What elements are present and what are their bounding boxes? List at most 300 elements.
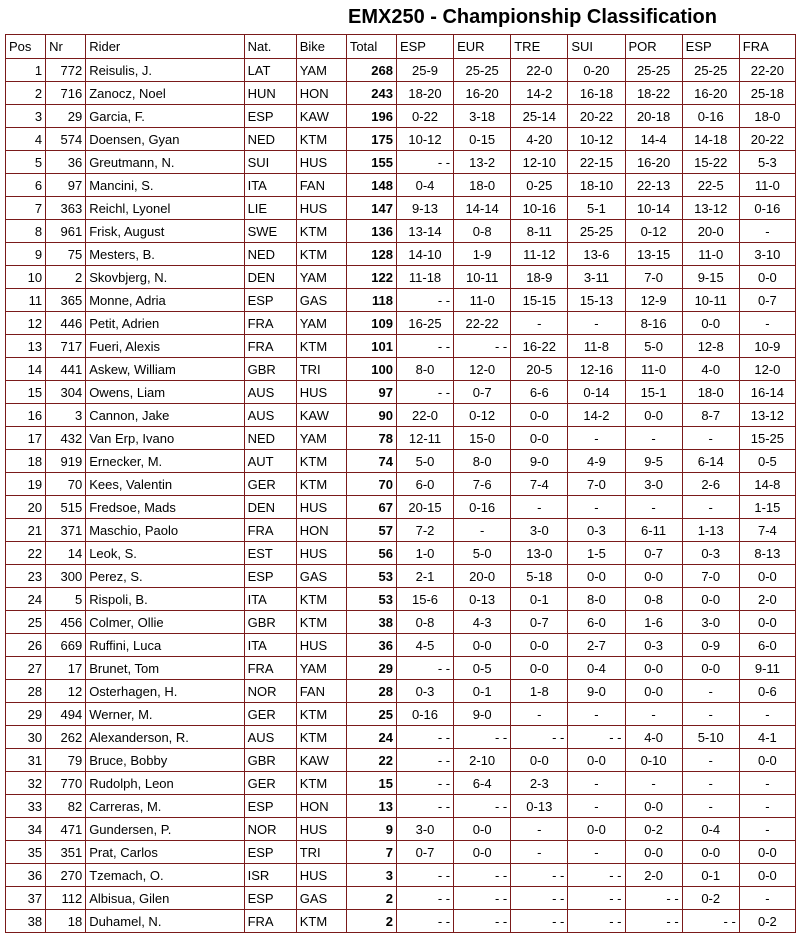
table-row — [6, 703, 796, 726]
cell-round-score: 0-0 — [625, 657, 682, 680]
cell-round-score: 0-7 — [625, 542, 682, 565]
table-row — [6, 289, 796, 312]
cell-round-score: 0-7 — [454, 381, 511, 404]
cell-round-score: 11-0 — [454, 289, 511, 312]
cell-nr: 772 — [46, 59, 86, 82]
cell-round-score: - — [682, 680, 739, 703]
cell-round-score: 16-25 — [396, 312, 453, 335]
cell-round-score: 1-6 — [625, 611, 682, 634]
cell-round-score: 0-16 — [682, 105, 739, 128]
table-row — [6, 887, 796, 910]
table-row — [6, 450, 796, 473]
cell-pos: 12 — [6, 312, 46, 335]
cell-round-score: 11-12 — [511, 243, 568, 266]
cell-round-score: 7-0 — [682, 565, 739, 588]
cell-round-score: 5-10 — [682, 726, 739, 749]
cell-nat: ITA — [244, 588, 296, 611]
cell-round-score: 18-22 — [625, 82, 682, 105]
cell-round-score: 8-7 — [682, 404, 739, 427]
cell-round-score: 12-8 — [682, 335, 739, 358]
cell-round-score: 13-14 — [396, 220, 453, 243]
col-header-round-6: ESP — [682, 35, 739, 59]
table-row — [6, 243, 796, 266]
cell-rider: Mancini, S. — [86, 174, 244, 197]
table-row — [6, 565, 796, 588]
cell-round-score: 0-16 — [739, 197, 795, 220]
cell-rider: Fueri, Alexis — [86, 335, 244, 358]
cell-nr: 17 — [46, 657, 86, 680]
cell-pos: 30 — [6, 726, 46, 749]
cell-nat: ESP — [244, 289, 296, 312]
cell-bike: HON — [296, 519, 346, 542]
cell-round-score: - — [739, 772, 795, 795]
cell-rider: Doensen, Gyan — [86, 128, 244, 151]
cell-bike: HUS — [296, 864, 346, 887]
cell-nat: GER — [244, 703, 296, 726]
cell-nat: LIE — [244, 197, 296, 220]
cell-nat: NED — [244, 427, 296, 450]
cell-round-score: 13-12 — [682, 197, 739, 220]
table-row — [6, 542, 796, 565]
cell-total: 148 — [346, 174, 396, 197]
cell-round-score: 5-1 — [568, 197, 625, 220]
cell-round-score: 22-15 — [568, 151, 625, 174]
cell-round-score: 11-8 — [568, 335, 625, 358]
cell-bike: KTM — [296, 450, 346, 473]
cell-round-score: 0-7 — [739, 289, 795, 312]
col-header-bike: Bike — [296, 35, 346, 59]
cell-round-score: 0-0 — [739, 565, 795, 588]
cell-nat: DEN — [244, 266, 296, 289]
cell-round-score: 0-12 — [454, 404, 511, 427]
cell-round-score: 8-16 — [625, 312, 682, 335]
cell-round-score: - — [454, 519, 511, 542]
cell-bike: KAW — [296, 404, 346, 427]
cell-total: 101 — [346, 335, 396, 358]
cell-round-score: 0-0 — [454, 818, 511, 841]
cell-total: 78 — [346, 427, 396, 450]
cell-nr: 70 — [46, 473, 86, 496]
cell-bike: YAM — [296, 427, 346, 450]
cell-bike: KTM — [296, 243, 346, 266]
cell-bike: HON — [296, 795, 346, 818]
cell-nat: SWE — [244, 220, 296, 243]
cell-round-score: 25-9 — [396, 59, 453, 82]
cell-nat: GER — [244, 473, 296, 496]
cell-pos: 15 — [6, 381, 46, 404]
cell-round-score: - - — [396, 749, 453, 772]
cell-bike: GAS — [296, 887, 346, 910]
col-header-round-7: FRA — [739, 35, 795, 59]
cell-round-score: - — [625, 427, 682, 450]
cell-round-score: 2-6 — [682, 473, 739, 496]
cell-nr: 515 — [46, 496, 86, 519]
cell-round-score: 5-0 — [454, 542, 511, 565]
cell-round-score: 3-0 — [625, 473, 682, 496]
cell-pos: 17 — [6, 427, 46, 450]
cell-nr: 446 — [46, 312, 86, 335]
table-row — [6, 841, 796, 864]
cell-nr: 432 — [46, 427, 86, 450]
cell-round-score: 12-9 — [625, 289, 682, 312]
cell-rider: Ruffini, Luca — [86, 634, 244, 657]
cell-nr: 363 — [46, 197, 86, 220]
table-row — [6, 427, 796, 450]
cell-pos: 28 — [6, 680, 46, 703]
cell-nat: ESP — [244, 795, 296, 818]
cell-rider: Frisk, August — [86, 220, 244, 243]
cell-round-score: - - — [396, 381, 453, 404]
col-header-pos: Pos — [6, 35, 46, 59]
table-row — [6, 611, 796, 634]
cell-total: 2 — [346, 887, 396, 910]
cell-round-score: 0-3 — [682, 542, 739, 565]
cell-rider: Brunet, Tom — [86, 657, 244, 680]
cell-round-score: - - — [568, 910, 625, 933]
table-row — [6, 795, 796, 818]
cell-round-score: 13-15 — [625, 243, 682, 266]
cell-round-score: - — [568, 427, 625, 450]
cell-bike: YAM — [296, 266, 346, 289]
cell-rider: Fredsoe, Mads — [86, 496, 244, 519]
cell-round-score: - - — [454, 335, 511, 358]
cell-round-score: 0-4 — [568, 657, 625, 680]
cell-round-score: 8-0 — [454, 450, 511, 473]
cell-total: 70 — [346, 473, 396, 496]
cell-round-score: 7-0 — [625, 266, 682, 289]
cell-nr: 716 — [46, 82, 86, 105]
cell-nr: 79 — [46, 749, 86, 772]
cell-round-score: 0-0 — [511, 749, 568, 772]
cell-round-score: 0-1 — [682, 864, 739, 887]
cell-rider: Leok, S. — [86, 542, 244, 565]
cell-nat: AUS — [244, 381, 296, 404]
cell-round-score: 14-18 — [682, 128, 739, 151]
cell-round-score: 12-0 — [454, 358, 511, 381]
cell-nr: 3 — [46, 404, 86, 427]
cell-total: 38 — [346, 611, 396, 634]
cell-round-score: 0-8 — [454, 220, 511, 243]
page-title — [0, 4, 800, 30]
cell-round-score: 6-11 — [625, 519, 682, 542]
cell-round-score: 16-20 — [682, 82, 739, 105]
cell-nat: ESP — [244, 887, 296, 910]
cell-round-score: 25-18 — [739, 82, 795, 105]
cell-round-score: 20-22 — [739, 128, 795, 151]
cell-round-score: 10-12 — [568, 128, 625, 151]
cell-round-score: 12-0 — [739, 358, 795, 381]
cell-pos: 4 — [6, 128, 46, 151]
cell-round-score: 9-13 — [396, 197, 453, 220]
cell-round-score: 12-10 — [511, 151, 568, 174]
cell-pos: 2 — [6, 82, 46, 105]
cell-round-score: 0-25 — [511, 174, 568, 197]
cell-round-score: 25-25 — [682, 59, 739, 82]
cell-round-score: 11-0 — [739, 174, 795, 197]
cell-round-score: 1-9 — [454, 243, 511, 266]
cell-total: 28 — [346, 680, 396, 703]
col-header-total: Total — [346, 35, 396, 59]
cell-nr: 14 — [46, 542, 86, 565]
table-row — [6, 197, 796, 220]
cell-bike: KAW — [296, 749, 346, 772]
cell-rider: Petit, Adrien — [86, 312, 244, 335]
cell-round-score: - - — [625, 887, 682, 910]
cell-round-score: 0-0 — [625, 565, 682, 588]
cell-pos: 16 — [6, 404, 46, 427]
cell-total: 57 — [346, 519, 396, 542]
cell-pos: 22 — [6, 542, 46, 565]
cell-pos: 37 — [6, 887, 46, 910]
cell-total: 25 — [346, 703, 396, 726]
cell-pos: 36 — [6, 864, 46, 887]
cell-round-score: 0-2 — [625, 818, 682, 841]
cell-total: 122 — [346, 266, 396, 289]
cell-pos: 5 — [6, 151, 46, 174]
cell-round-score: 1-8 — [511, 680, 568, 703]
cell-total: 2 — [346, 910, 396, 933]
cell-total: 22 — [346, 749, 396, 772]
cell-nat: EST — [244, 542, 296, 565]
cell-total: 118 — [346, 289, 396, 312]
cell-pos: 21 — [6, 519, 46, 542]
cell-round-score: 10-16 — [511, 197, 568, 220]
cell-round-score: - - — [454, 910, 511, 933]
cell-round-score: 2-1 — [396, 565, 453, 588]
cell-total: 109 — [346, 312, 396, 335]
classification-table — [5, 34, 796, 933]
table-header-row — [6, 35, 796, 59]
cell-round-score: 13-0 — [511, 542, 568, 565]
cell-round-score: - — [682, 749, 739, 772]
cell-nr: 18 — [46, 910, 86, 933]
cell-round-score: 0-13 — [454, 588, 511, 611]
cell-round-score: 14-2 — [511, 82, 568, 105]
cell-round-score: 15-13 — [568, 289, 625, 312]
cell-bike: HUS — [296, 381, 346, 404]
cell-round-score: 11-18 — [396, 266, 453, 289]
cell-round-score: 5-3 — [739, 151, 795, 174]
cell-round-score: - - — [682, 910, 739, 933]
cell-round-score: - — [625, 496, 682, 519]
cell-round-score: 0-20 — [568, 59, 625, 82]
cell-nat: ITA — [244, 634, 296, 657]
cell-round-score: - — [682, 795, 739, 818]
cell-nr: 97 — [46, 174, 86, 197]
cell-nr: 471 — [46, 818, 86, 841]
cell-nr: 919 — [46, 450, 86, 473]
cell-round-score: - — [568, 795, 625, 818]
table-row — [6, 680, 796, 703]
cell-bike: KTM — [296, 128, 346, 151]
cell-round-score: 15-6 — [396, 588, 453, 611]
cell-total: 268 — [346, 59, 396, 82]
table-row — [6, 151, 796, 174]
cell-round-score: 16-14 — [739, 381, 795, 404]
cell-total: 90 — [346, 404, 396, 427]
cell-round-score: - — [625, 703, 682, 726]
cell-total: 9 — [346, 818, 396, 841]
col-header-round-4: SUI — [568, 35, 625, 59]
cell-nat: ESP — [244, 841, 296, 864]
cell-bike: TRI — [296, 358, 346, 381]
cell-round-score: 5-0 — [625, 335, 682, 358]
cell-round-score: - - — [396, 864, 453, 887]
cell-pos: 10 — [6, 266, 46, 289]
cell-nr: 12 — [46, 680, 86, 703]
cell-total: 7 — [346, 841, 396, 864]
cell-round-score: - — [739, 312, 795, 335]
cell-round-score: - - — [511, 726, 568, 749]
cell-total: 128 — [346, 243, 396, 266]
cell-round-score: - - — [396, 795, 453, 818]
cell-total: 74 — [346, 450, 396, 473]
cell-rider: Maschio, Paolo — [86, 519, 244, 542]
cell-pos: 14 — [6, 358, 46, 381]
cell-round-score: - - — [568, 864, 625, 887]
cell-round-score: 0-6 — [739, 680, 795, 703]
cell-nr: 82 — [46, 795, 86, 818]
cell-round-score: 25-25 — [625, 59, 682, 82]
cell-nat: DEN — [244, 496, 296, 519]
cell-round-score: 0-1 — [454, 680, 511, 703]
col-header-rider: Rider — [86, 35, 244, 59]
cell-round-score: - — [739, 887, 795, 910]
table-row — [6, 312, 796, 335]
cell-bike: YAM — [296, 657, 346, 680]
cell-pos: 18 — [6, 450, 46, 473]
cell-round-score: 2-10 — [454, 749, 511, 772]
cell-round-score: - — [511, 703, 568, 726]
cell-round-score: 1-5 — [568, 542, 625, 565]
cell-pos: 31 — [6, 749, 46, 772]
cell-round-score: - - — [396, 289, 453, 312]
cell-round-score: - — [625, 772, 682, 795]
cell-round-score: 15-0 — [454, 427, 511, 450]
table-row — [6, 335, 796, 358]
cell-round-score: 14-2 — [568, 404, 625, 427]
table-row — [6, 772, 796, 795]
cell-round-score: 0-0 — [625, 404, 682, 427]
cell-round-score: 10-14 — [625, 197, 682, 220]
cell-pos: 26 — [6, 634, 46, 657]
cell-round-score: 7-4 — [739, 519, 795, 542]
cell-nat: GBR — [244, 749, 296, 772]
table-row — [6, 59, 796, 82]
cell-nat: AUS — [244, 726, 296, 749]
cell-pos: 8 — [6, 220, 46, 243]
cell-round-score: 2-0 — [739, 588, 795, 611]
cell-bike: GAS — [296, 565, 346, 588]
cell-nr: 371 — [46, 519, 86, 542]
cell-nat: FRA — [244, 910, 296, 933]
cell-round-score: 0-5 — [739, 450, 795, 473]
cell-round-score: - — [739, 220, 795, 243]
table-row — [6, 634, 796, 657]
cell-round-score: 6-4 — [454, 772, 511, 795]
cell-round-score: 6-14 — [682, 450, 739, 473]
cell-round-score: 18-0 — [739, 105, 795, 128]
cell-nr: 351 — [46, 841, 86, 864]
cell-round-score: 4-9 — [568, 450, 625, 473]
cell-round-score: 0-0 — [568, 818, 625, 841]
cell-nr: 456 — [46, 611, 86, 634]
cell-total: 24 — [346, 726, 396, 749]
cell-round-score: 0-10 — [625, 749, 682, 772]
cell-nr: 717 — [46, 335, 86, 358]
cell-rider: Carreras, M. — [86, 795, 244, 818]
cell-round-score: 15-22 — [682, 151, 739, 174]
cell-round-score: 20-22 — [568, 105, 625, 128]
cell-nr: 29 — [46, 105, 86, 128]
cell-nat: LAT — [244, 59, 296, 82]
cell-round-score: 15-15 — [511, 289, 568, 312]
cell-round-score: 0-7 — [511, 611, 568, 634]
cell-round-score: 20-18 — [625, 105, 682, 128]
cell-round-score: 8-0 — [568, 588, 625, 611]
cell-bike: KAW — [296, 105, 346, 128]
cell-round-score: - — [511, 496, 568, 519]
cell-round-score: 14-10 — [396, 243, 453, 266]
table-row — [6, 358, 796, 381]
cell-round-score: - - — [454, 726, 511, 749]
cell-round-score: - - — [396, 335, 453, 358]
cell-bike: KTM — [296, 335, 346, 358]
cell-round-score: - — [568, 496, 625, 519]
table-row — [6, 174, 796, 197]
cell-round-score: 8-11 — [511, 220, 568, 243]
cell-round-score: 7-6 — [454, 473, 511, 496]
cell-round-score: - - — [454, 864, 511, 887]
cell-round-score: 0-0 — [511, 634, 568, 657]
cell-rider: Werner, M. — [86, 703, 244, 726]
cell-round-score: - — [568, 841, 625, 864]
cell-bike: KTM — [296, 473, 346, 496]
cell-bike: HUS — [296, 151, 346, 174]
col-header-round-2: EUR — [454, 35, 511, 59]
cell-rider: Mesters, B. — [86, 243, 244, 266]
cell-nat: FRA — [244, 657, 296, 680]
cell-rider: Garcia, F. — [86, 105, 244, 128]
cell-rider: Duhamel, N. — [86, 910, 244, 933]
cell-nat: ISR — [244, 864, 296, 887]
cell-bike: TRI — [296, 841, 346, 864]
cell-round-score: - - — [511, 910, 568, 933]
cell-round-score: 3-10 — [739, 243, 795, 266]
cell-pos: 34 — [6, 818, 46, 841]
cell-round-score: 9-15 — [682, 266, 739, 289]
cell-total: 100 — [346, 358, 396, 381]
cell-bike: HUS — [296, 197, 346, 220]
cell-round-score: - - — [396, 772, 453, 795]
cell-rider: Alexanderson, R. — [86, 726, 244, 749]
table-row — [6, 473, 796, 496]
cell-round-score: 12-16 — [568, 358, 625, 381]
cell-round-score: 18-9 — [511, 266, 568, 289]
cell-nat: NED — [244, 243, 296, 266]
cell-rider: Gundersen, P. — [86, 818, 244, 841]
cell-round-score: 0-0 — [511, 657, 568, 680]
cell-round-score: 0-4 — [396, 174, 453, 197]
cell-rider: Prat, Carlos — [86, 841, 244, 864]
cell-round-score: 0-0 — [568, 565, 625, 588]
cell-nr: 574 — [46, 128, 86, 151]
cell-pos: 6 — [6, 174, 46, 197]
cell-bike: HUS — [296, 818, 346, 841]
cell-bike: KTM — [296, 611, 346, 634]
table-row — [6, 266, 796, 289]
cell-nat: FRA — [244, 312, 296, 335]
